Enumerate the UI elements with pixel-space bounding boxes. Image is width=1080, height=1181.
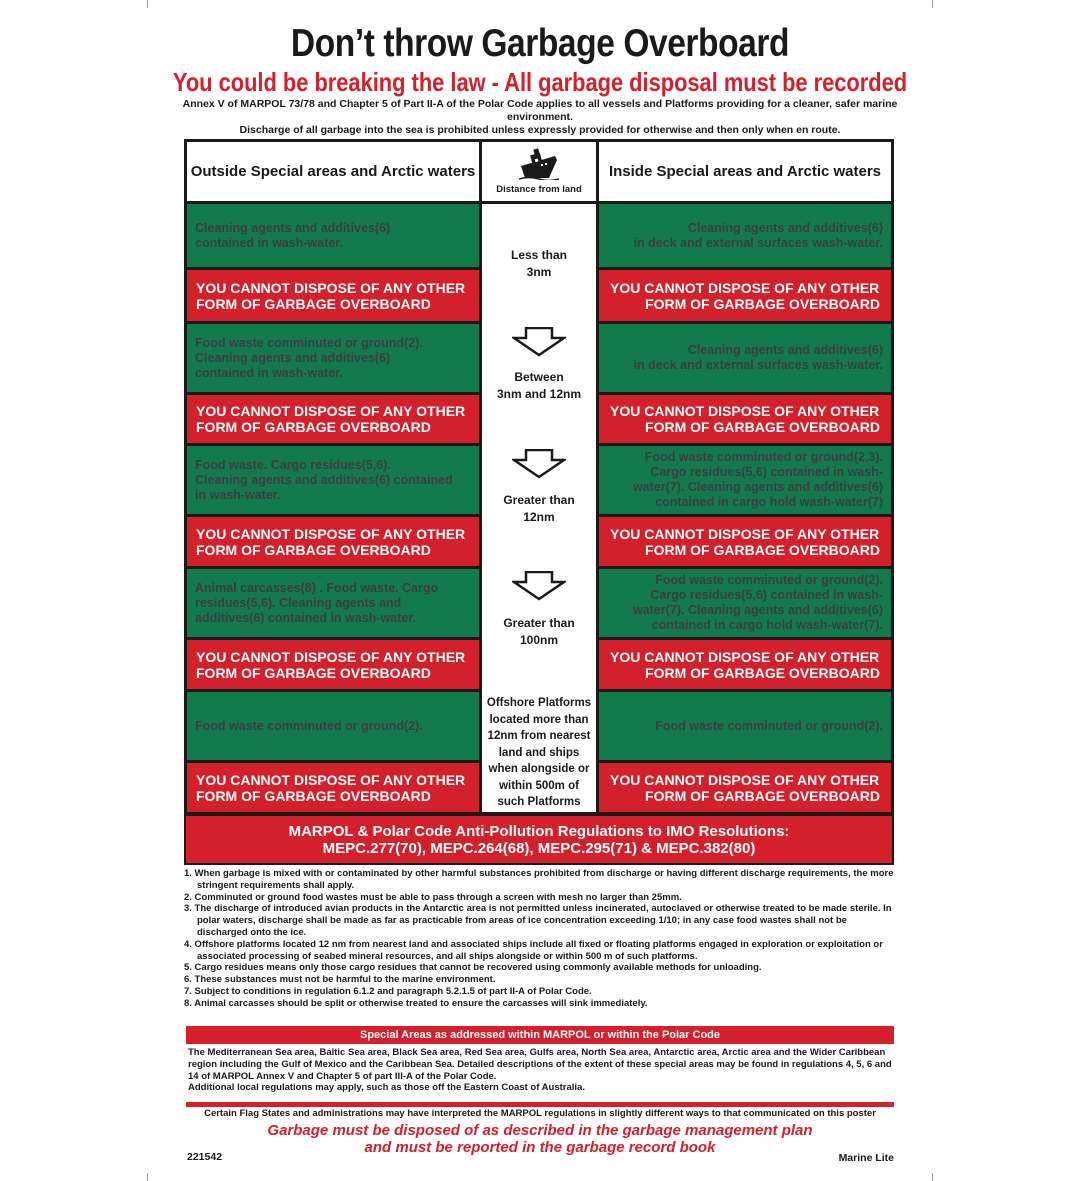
product-code: 221542 [187, 1151, 223, 1163]
distance-label: Greater than [503, 616, 575, 630]
regulations-banner [186, 816, 892, 863]
distance-label: within 500m of [499, 779, 579, 792]
allowed-text: Food waste. Cargo residues(5,6). [195, 457, 391, 472]
distance-header [482, 142, 596, 201]
allowed-text: Food waste comminuted or ground(2). [195, 335, 423, 350]
prohibited-text: FORM OF GARBAGE OVERBOARD [645, 419, 880, 435]
allowed-text: in wash-water. [195, 487, 281, 502]
footnote: 3. The discharge of introduced avian products in the Antarctic area is not permitted unless incinerated, autoclaved or otherwise treated to be made sterile. In polar waters, discharge shall be made as far as practicable from areas of ice concentration exceeding 1/10; in any case food wastes shall not be discharged onto the ice. [184, 903, 892, 938]
prohibited-text: YOU CANNOT DISPOSE OF ANY OTHER [610, 525, 880, 542]
allowed-text: water(7). Cleaning agents and additives(6) [632, 480, 883, 494]
prohibited-text: FORM OF GARBAGE OVERBOARD [196, 787, 431, 804]
prohibited-text: YOU CANNOT DISPOSE OF ANY OTHER [610, 403, 880, 419]
prohibited-text: YOU CANNOT DISPOSE OF ANY OTHER [610, 648, 880, 665]
special-areas-description: The Mediterranean Sea area, Baltic Sea area, Black Sea area, Red Sea area, Gulfs area, North Sea area, Antarctic area, Arctic area and the Wider Caribbean region including the Gulf of Mexico and the Caribbean Sea. Detailed descriptions of the extent of these special areas may be found in regulations 4, 5, 6 and 14 of MARPOL Annex V and Chapter 5 of part III-A of the Polar Code. [188, 1047, 892, 1082]
arrow-down-icon [512, 571, 566, 601]
left-allowed-row2 [187, 324, 479, 392]
left-prohibited-row1 [187, 270, 479, 321]
distance-label: 100nm [519, 633, 559, 647]
allowed-text: additives(6) contained in wash-water. [195, 610, 416, 625]
allowed-text: in deck and external surfaces wash-water. [633, 235, 883, 250]
right-prohibited-row1 [599, 270, 891, 321]
footnotes-list [184, 868, 896, 1010]
distance-label: Offshore Platforms [486, 697, 592, 710]
allowed-text: contained in wash-water. [195, 365, 343, 380]
record-book-slogan [184, 1122, 896, 1156]
distance-label: land and ships [498, 746, 580, 759]
distance-label: Between [514, 370, 564, 384]
allowed-text: Food waste comminuted or ground(2). [655, 573, 883, 587]
prohibited-text: YOU CANNOT DISPOSE OF ANY OTHER [196, 771, 466, 788]
left-allowed-row5 [187, 692, 479, 760]
disposal-table [184, 139, 894, 865]
prohibited-text: YOU CANNOT DISPOSE OF ANY OTHER [610, 279, 880, 296]
crop-mark [932, 0, 933, 8]
crop-mark [147, 1173, 148, 1181]
divider [186, 1102, 894, 1107]
prohibited-text: YOU CANNOT DISPOSE OF ANY OTHER [196, 525, 466, 542]
allowed-text: Food waste comminuted or ground(2). [655, 718, 883, 733]
allowed-text: contained in wash-water. [195, 235, 343, 250]
allowed-text: Cargo residues(5,6) contained in wash- [650, 465, 883, 479]
distance-header-label: Distance from land [496, 184, 582, 195]
allowed-text: Animal carcasses(8) . Food waste. Cargo [195, 580, 439, 595]
brand-name: Marine Lite [838, 1152, 894, 1164]
distance-label: 3nm [526, 265, 552, 279]
left-column-header: Outside Special areas and Arctic waters [187, 142, 479, 201]
allowed-text: Cleaning agents and additives(6) [195, 350, 391, 365]
right-prohibited-row2 [599, 395, 891, 443]
distance-label: 12nm [523, 510, 555, 524]
intro-line-1: Annex V of MARPOL 73/78 and Chapter 5 of Part II-A of the Polar Code applies to all vessels and Platforms providing for a cleaner, safer marine environment. [182, 98, 898, 123]
distance-label: such Platforms [497, 796, 581, 809]
distance-label: located more than [489, 713, 589, 726]
allowed-text: contained in cargo hold wash-water(7) [655, 495, 883, 509]
arrow-down-icon [512, 327, 566, 357]
allowed-text: in deck and external surfaces wash-water. [633, 358, 883, 372]
footnote: 4. Offshore platforms located 12 nm from nearest land and associated ships include all fixed or floating platforms engaged in exploration or exploitation or associated processing of seabed mineral resources, and all ships alongside or within 500 m of such platforms. [184, 938, 883, 962]
prohibited-text: FORM OF GARBAGE OVERBOARD [196, 541, 431, 558]
prohibited-text: FORM OF GARBAGE OVERBOARD [645, 295, 880, 312]
right-prohibited-row4 [599, 640, 891, 689]
allowed-text: residues(5,6). Cleaning agents and [195, 595, 402, 610]
left-allowed-row4 [187, 569, 479, 637]
flag-states-note: Certain Flag States and administrations may have interpreted the MARPOL regulations in slightly different ways to that communicated on this poster [204, 1108, 876, 1119]
arrow-down-icon [512, 449, 566, 479]
footnote: 7. Subject to conditions in regulation 6.1.2 and paragraph 5.2.1.5 of part II-A of Polar Code. [184, 985, 592, 997]
allowed-text: Food waste comminuted or ground(2). [195, 718, 423, 733]
prohibited-text: FORM OF GARBAGE OVERBOARD [196, 295, 431, 312]
left-prohibited-row3 [187, 517, 479, 566]
prohibited-text: FORM OF GARBAGE OVERBOARD [196, 419, 431, 435]
intro-line-2: Discharge of all garbage into the sea is prohibited unless expressly provided for otherwise and then only when en route. [239, 124, 841, 136]
allowed-text: Cleaning agents and additives(6) contained [195, 472, 453, 487]
banner-line-2: MEPC.277(70), MEPC.264(68), MEPC.295(71) & MEPC.382(80) [322, 839, 756, 857]
allowed-text: Cargo residues(5,6) contained in wash- [650, 588, 883, 602]
prohibited-text: FORM OF GARBAGE OVERBOARD [645, 664, 880, 681]
special-areas-heading: Special Areas as addressed within MARPOL or within the Polar Code [186, 1026, 894, 1044]
footnote: 2. Comminuted or ground food wastes must be able to pass through a screen with mesh no larger than 25mm. [184, 891, 682, 903]
slogan-line-2: and must be reported in the garbage record book [364, 1139, 716, 1156]
allowed-text: Food waste comminuted or ground(2,3). [644, 450, 883, 464]
ship-icon [519, 148, 559, 180]
distance-label: when alongside or [488, 763, 590, 776]
distance-row2 [482, 369, 596, 403]
distance-label: 3nm and 12nm [496, 387, 582, 401]
footnote: 6. These substances must not be harmful to the marine environment. [184, 974, 496, 986]
right-allowed-row1 [599, 204, 891, 267]
left-allowed-row1 [187, 204, 479, 267]
prohibited-text: YOU CANNOT DISPOSE OF ANY OTHER [196, 279, 466, 296]
prohibited-text: YOU CANNOT DISPOSE OF ANY OTHER [610, 771, 880, 788]
left-prohibited-row5 [187, 763, 479, 812]
right-column-header: Inside Special areas and Arctic waters [599, 142, 891, 201]
prohibited-text: FORM OF GARBAGE OVERBOARD [196, 664, 431, 681]
right-allowed-row2 [599, 324, 891, 392]
banner-line-1: MARPOL & Polar Code Anti-Pollution Regulations to IMO Resolutions: [288, 822, 790, 840]
crop-mark [932, 1173, 933, 1181]
prohibited-text: FORM OF GARBAGE OVERBOARD [645, 541, 880, 558]
allowed-text: Cleaning agents and additives(6) [687, 343, 883, 357]
right-prohibited-row5 [599, 763, 891, 812]
right-allowed-row4 [599, 569, 891, 637]
right-prohibited-row3 [599, 517, 891, 566]
special-areas-additional: Additional local regulations may apply, such as those off the Eastern Coast of Australia. [188, 1082, 585, 1094]
distance-label: 12nm from nearest [487, 730, 591, 743]
distance-row1 [482, 247, 596, 281]
intro-text [150, 98, 930, 137]
right-allowed-row5 [599, 692, 891, 760]
distance-row4 [482, 615, 596, 649]
footnote: 1. When garbage is mixed with or contaminated by other harmful substances prohibited from discharge or having different discharge requirements, the more stringent requirements shall apply. [184, 868, 894, 891]
footnote: 8. Animal carcasses should be split or otherwise treated to ensure the carcasses will sink immediately. [184, 997, 648, 1009]
allowed-text: water(7). Cleaning agents and additives(6) [632, 603, 883, 617]
slogan-line-1: Garbage must be disposed of as described in the garbage management plan [267, 1122, 813, 1139]
left-allowed-row3 [187, 446, 479, 514]
offshore-platforms-cell [482, 694, 596, 812]
prohibited-text: FORM OF GARBAGE OVERBOARD [645, 787, 880, 804]
distance-label: Less than [510, 248, 567, 262]
right-allowed-row3 [599, 446, 891, 514]
poster-subtitle: You could be breaking the law - All garbage disposal must be recorded [172, 67, 908, 97]
allowed-text: Cleaning agents and additives(6) [687, 220, 883, 235]
left-prohibited-row4 [187, 640, 479, 689]
allowed-text: Cleaning agents and additives(6) [195, 220, 391, 235]
allowed-text: contained in cargo hold wash-water(7). [651, 618, 883, 632]
distance-label: Greater than [503, 493, 575, 507]
crop-mark [147, 0, 148, 8]
special-areas-text [188, 1047, 894, 1094]
distance-row3 [482, 492, 596, 526]
poster-title: Don’t throw Garbage Overboard [290, 22, 790, 65]
prohibited-text: YOU CANNOT DISPOSE OF ANY OTHER [196, 403, 466, 419]
footnote: 5. Cargo residues means only those cargo residues that cannot be recovered using commonly available methods for unloading. [184, 962, 762, 974]
prohibited-text: YOU CANNOT DISPOSE OF ANY OTHER [196, 648, 466, 665]
left-prohibited-row2 [187, 395, 479, 443]
